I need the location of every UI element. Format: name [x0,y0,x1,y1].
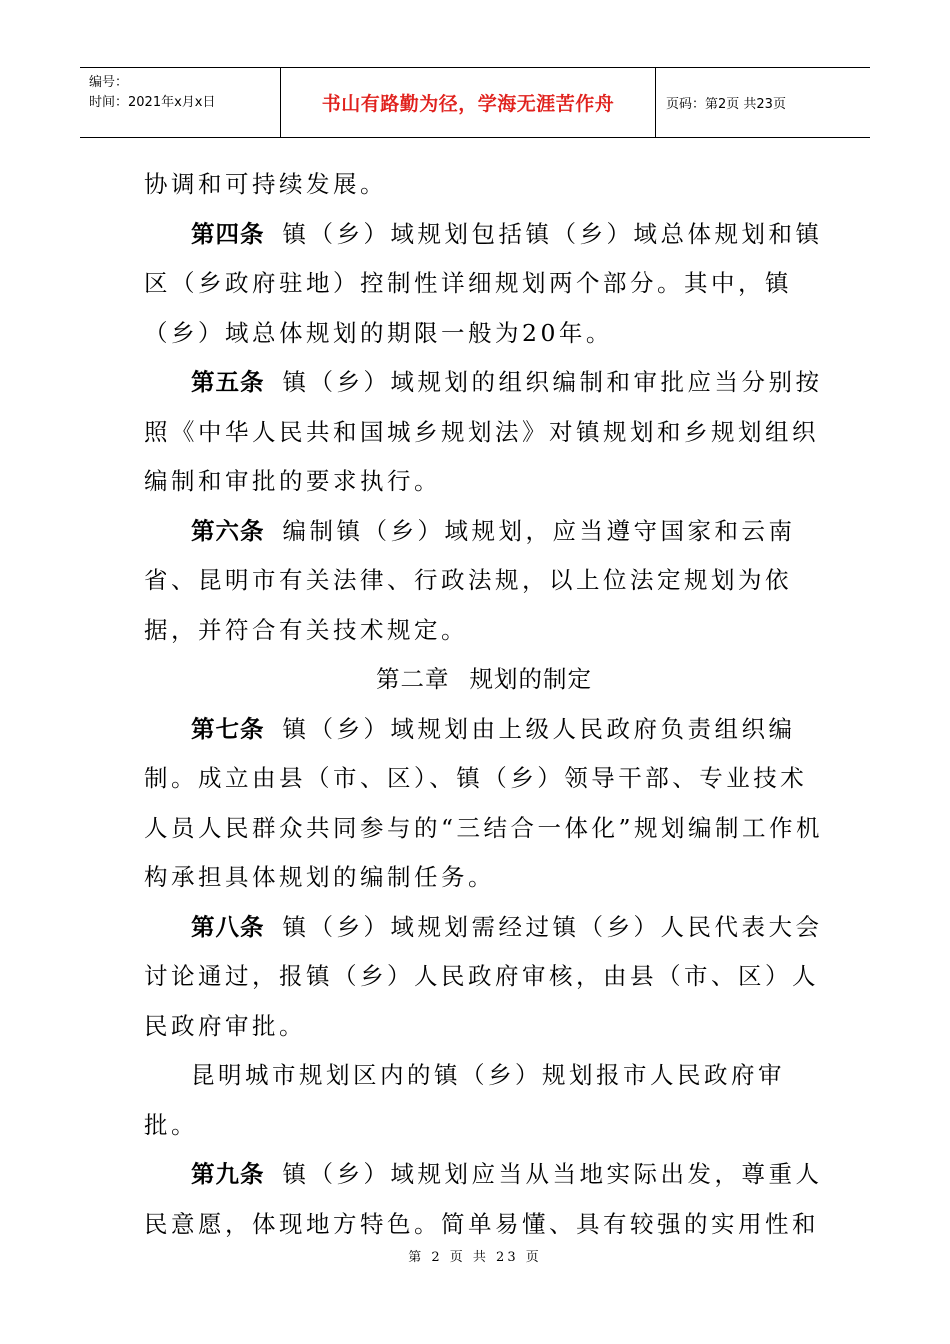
article-title: 第七条 [191,714,265,743]
page-header [80,67,870,138]
article-title: 第八条 [191,912,265,941]
article-9 [144,1150,824,1249]
article-4 [144,210,824,359]
article-7 [144,705,824,903]
chapter-number: 第二章 [376,665,450,693]
article-5 [144,358,824,507]
article-title: 第九条 [191,1160,265,1188]
article-6 [144,507,824,656]
header-meta [80,68,281,137]
article-8 [144,903,824,1052]
article-text: 编制镇（乡）域规划，应当遵守国家和云南省、昆明市有关法律、行政法规，以上位法定规划为依据，并符合有关技术规定。 [144,516,796,644]
article-text: 镇（乡）域规划需经过镇（乡）人民代表大会讨论通过，报镇（乡）人民政府审核，由县（市、区）人民政府审批。 [144,912,823,1040]
paragraph-continuation: 协调和可持续发展。 [144,170,387,198]
header-motto: 书山有路勤为径，学海无涯苦作舟 [281,68,656,137]
document-time-label: 时间：2021年x月x日 [89,95,216,110]
header-page-info: 页码：第2页 共23页 [666,97,786,112]
chapter-title: 规划的制定 [469,665,592,693]
paragraph-kunming: 昆明城市规划区内的镇（乡）规划报市人民政府审批。 [144,1061,785,1139]
page-footer: 第 2 页 共 23 页 [408,1250,542,1265]
article-text: 镇（乡）域规划包括镇（乡）域总体规划和镇区（乡政府驻地）控制性详细规划两个部分。其中，镇（乡）域总体规划的期限一般为20年。 [144,219,823,347]
chapter-heading [144,655,824,705]
document-number-label: 编号： [89,75,129,90]
article-text: 镇（乡）域规划由上级人民政府负责组织编制。成立由县（市、区）、镇（乡）领导干部、专业技术人员人民群众共同参与的“三结合一体化”规划编制工作机构承担具体规划的编制任务。 [144,714,824,891]
article-title: 第四条 [191,219,265,248]
article-text: 镇（乡）域规划应当从当地实际出发，尊重人民意愿，体现地方特色。简单易懂、具有较强的实用性和 [144,1160,823,1238]
document-body [144,160,824,1249]
article-title: 第五条 [191,368,265,396]
article-title: 第六条 [191,516,265,545]
article-text: 镇（乡）域规划的组织编制和审批应当分别按照《中华人民共和国城乡规划法》对镇规划和乡规划组织编制和审批的要求执行。 [144,368,823,495]
